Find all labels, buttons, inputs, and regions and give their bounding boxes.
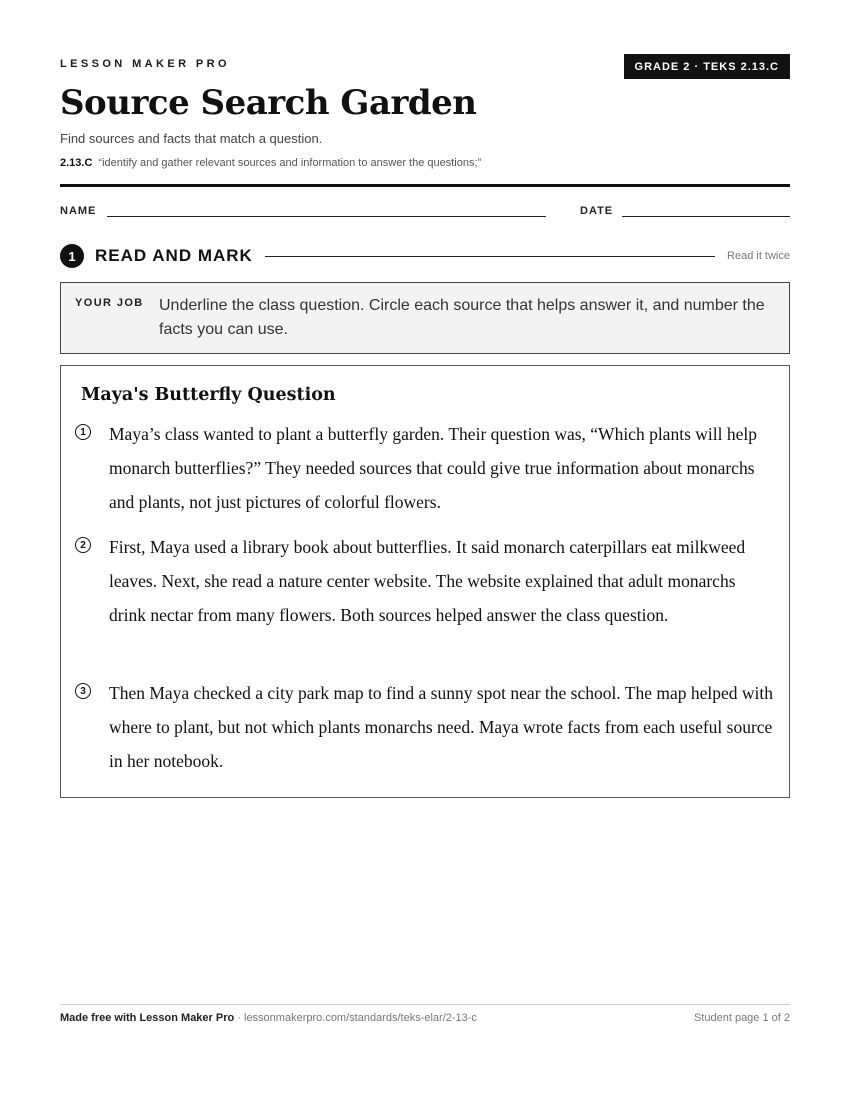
footer-made-with: Made free with Lesson Maker Pro — [60, 1012, 235, 1024]
paragraph-number: 3 — [75, 683, 91, 699]
date-field-line[interactable] — [622, 216, 790, 217]
job-text: Underline the class question. Circle each source that helps answer it, and number the facts you can use. — [159, 297, 765, 338]
standard-text: “identify and gather relevant sources and information to answer the questions;” — [98, 157, 482, 169]
header-divider — [60, 184, 790, 187]
footer-page-number: Student page 1 of 2 — [693, 1012, 790, 1024]
footer-separator: · — [234, 1012, 244, 1024]
passage-title: Maya's Butterfly Question — [81, 385, 336, 405]
date-label: DATE — [580, 205, 614, 217]
brand-name: LESSON MAKER PRO — [60, 58, 230, 70]
footer-divider — [60, 1004, 790, 1005]
standard-line — [60, 157, 481, 169]
passage-paragraph-2 — [75, 530, 775, 632]
paragraph-text: First, Maya used a library book about butterflies. It said monarch caterpillars eat milkweed leaves. Next, she read a nature center website. The website explained that adult monarchs drink nectar from many flowers. Both sources helped answer the class question. — [109, 537, 746, 625]
section-header — [60, 243, 790, 269]
name-field-line[interactable] — [107, 216, 546, 217]
page-subtitle: Find sources and facts that match a question. — [60, 131, 323, 146]
section-number-badge: 1 — [60, 244, 84, 268]
paragraph-number: 1 — [75, 424, 91, 440]
instructions-box — [60, 282, 790, 354]
section-note: Read it twice — [727, 250, 790, 262]
job-label: YOUR JOB — [75, 297, 144, 309]
paragraph-text: Maya’s class wanted to plant a butterfly garden. Their question was, “Which plants will help monarch butterflies?” They needed sources that could give true information about monarchs and plants, not just pictures of colorful flowers. — [109, 424, 757, 512]
reading-passage — [60, 365, 790, 798]
paragraph-number: 2 — [75, 537, 91, 553]
footer-credit — [60, 1012, 477, 1024]
paragraph-text: Then Maya checked a city park map to find a sunny spot near the school. The map helped with where to plant, but not which plants monarchs need. Maya wrote facts from each useful source in her notebook. — [109, 683, 773, 771]
passage-paragraph-3 — [75, 676, 775, 778]
page-title: Source Search Garden — [60, 83, 477, 123]
passage-paragraph-1 — [75, 417, 775, 519]
grade-standard-badge: GRADE 2 · TEKS 2.13.C — [624, 54, 790, 79]
footer-url-link[interactable]: lessonmakerpro.com/standards/teks-elar/2-13-c — [244, 1012, 477, 1024]
section-divider — [265, 256, 715, 257]
standard-code: 2.13.C — [60, 157, 93, 169]
name-label: NAME — [60, 205, 97, 217]
section-title: READ AND MARK — [95, 246, 253, 265]
